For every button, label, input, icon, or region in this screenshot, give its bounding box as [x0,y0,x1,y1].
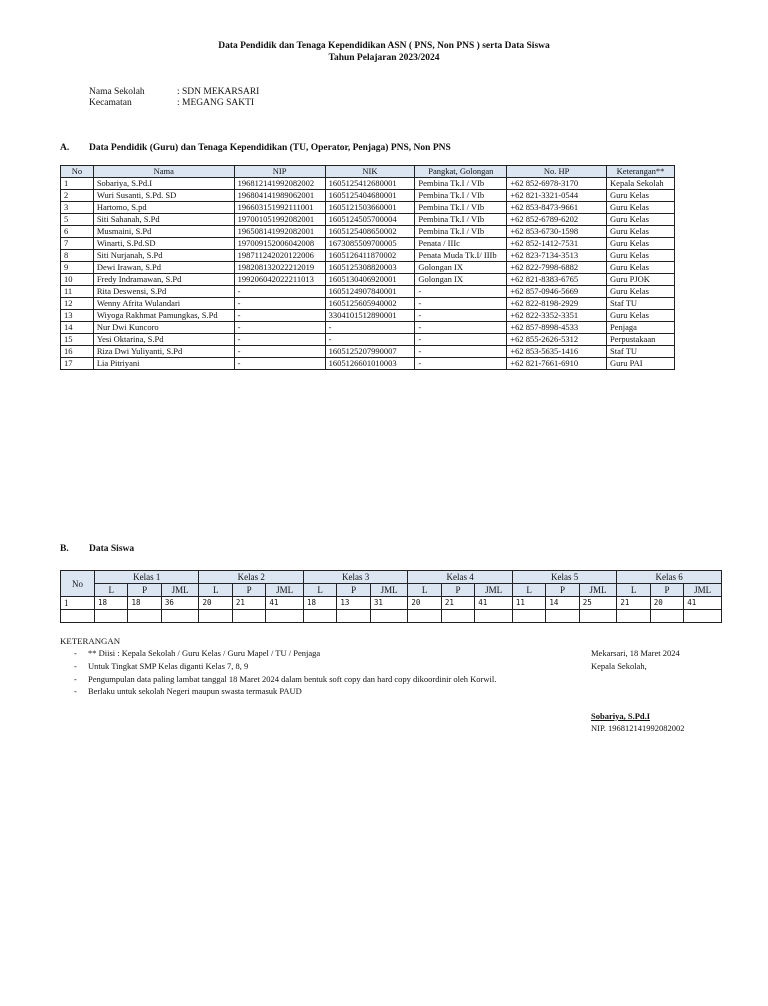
table-cell: 7 [61,238,94,250]
table-cell: 1605126601010003 [325,358,415,370]
table-cell: +62 821-7661-6910 [507,358,607,370]
class-sub-header: P [337,584,370,597]
note-text: Berlaku untuk sekolah Negeri maupun swasta termasuk PAUD [88,686,302,696]
table-cell: Guru PAI [607,358,675,370]
class-sub-header: P [650,584,683,597]
empty-cell [199,610,232,623]
table-cell: +62 821-8383-6765 [507,274,607,286]
table-cell: Penjaga [607,322,675,334]
table-cell: +62 852-6789-6202 [507,214,607,226]
table-cell: - [234,322,325,334]
table-cell: - [415,286,507,298]
empty-cell [232,610,265,623]
table-cell: 1605125605940002 [325,298,415,310]
table-cell: Rita Deswensi, S.Pd [93,286,234,298]
empty-cell [475,610,513,623]
note-item [74,661,248,671]
empty-cell [337,610,370,623]
table-cell: - [234,286,325,298]
table-cell: +62 857-0946-5669 [507,286,607,298]
table-cell: Guru Kelas [607,202,675,214]
table-row [61,250,675,262]
table-cell: Wuri Susanti, S.Pd. SD [93,190,234,202]
staff-table-header [61,166,675,178]
table-cell: 196603151992111001 [234,202,325,214]
table-cell: Guru Kelas [607,214,675,226]
table-row [61,274,675,286]
signature-position: Kepala Sekolah, [591,661,647,671]
table-cell: +62 853-5635-1416 [507,346,607,358]
student-count-cell: 36 [161,597,199,610]
school-name-value: : SDN MEKARSARI [177,87,260,97]
signature-name: Sobariya, S.Pd.I [591,711,651,721]
student-count-cell: 18 [95,597,128,610]
table-cell: Guru Kelas [607,262,675,274]
note-item [74,648,320,658]
note-item [74,686,302,696]
class-sub-header: L [408,584,441,597]
table-cell: 199206042022211013 [234,274,325,286]
student-count-cell: 41 [684,597,722,610]
table-cell: Staf TU [607,298,675,310]
table-cell: - [325,322,415,334]
table-cell: 11 [61,286,94,298]
empty-cell [579,610,617,623]
table-cell: +62 852-6978-3170 [507,178,607,190]
signature-place-date: Mekarsari, 18 Maret 2024 [591,648,680,658]
table-row [61,238,675,250]
table-cell: Pembina Tk.I / VIb [415,178,507,190]
note-item [74,674,496,684]
table-row [61,214,675,226]
class-sub-header: JML [266,584,304,597]
table-row [61,178,675,190]
table-cell: Guru Kelas [607,286,675,298]
empty-cell [61,610,95,623]
note-bullet: - [74,661,77,671]
table-cell: +62 853-8473-9661 [507,202,607,214]
table-cell: Guru Kelas [607,226,675,238]
class-sub-header: L [303,584,336,597]
table-row [61,190,675,202]
class-sub-header: P [128,584,161,597]
staff-column-header: NIP [234,166,325,178]
table-cell: Guru Kelas [607,250,675,262]
table-cell: Musmaini, S.Pd [93,226,234,238]
table-cell: +62 857-8998-4533 [507,322,607,334]
table-cell: Nur Dwi Kuncoro [93,322,234,334]
table-cell: 1605124505700004 [325,214,415,226]
student-table-class-header [61,571,722,584]
table-cell: Pembina Tk.I / VIb [415,226,507,238]
table-cell: Penata Muda Tk.I/ IIIb [415,250,507,262]
table-cell: Riza Dwi Yuliyanti, S.Pd [93,346,234,358]
table-cell: +62 823-7134-3513 [507,250,607,262]
district-label: Kecamatan [89,98,132,108]
table-cell: 198208132022212019 [234,262,325,274]
table-cell: Golongan IX [415,274,507,286]
table-row [61,346,675,358]
student-no-header: No [61,571,95,597]
table-cell: 1605124907840001 [325,286,415,298]
table-cell: +62 822-3352-3351 [507,310,607,322]
empty-cell [617,610,650,623]
table-cell: 198711242020122006 [234,250,325,262]
empty-cell [266,610,304,623]
student-count-cell: 41 [266,597,304,610]
notes-heading: KETERANGAN [60,636,121,646]
table-cell: +62 822-7998-6882 [507,262,607,274]
staff-column-header: No [61,166,94,178]
note-text: ** Diisi : Kepala Sekolah / Guru Kelas / Guru Mapel / TU / Penjaga [88,648,321,658]
table-cell: +62 852-1412-7531 [507,238,607,250]
table-cell: - [415,298,507,310]
table-cell: 10 [61,274,94,286]
table-cell: - [325,334,415,346]
empty-cell [303,610,336,623]
table-cell: Wenny Afrita Wulandari [93,298,234,310]
document-subtitle: Tahun Pelajaran 2023/2024 [328,53,440,63]
staff-column-header: Pangkat, Golongan [415,166,507,178]
class-header: Kelas 4 [408,571,512,584]
student-count-cell: 20 [650,597,683,610]
table-cell: 9 [61,262,94,274]
table-cell: Guru Kelas [607,238,675,250]
table-cell: Guru Kelas [607,190,675,202]
class-sub-header: JML [684,584,722,597]
table-cell: 196804141989062001 [234,190,325,202]
table-cell: +62 822-8198-2929 [507,298,607,310]
table-cell: Staf TU [607,346,675,358]
table-row [61,310,675,322]
note-bullet: - [74,648,77,658]
student-count-cell: 21 [617,597,650,610]
student-count-cell: 41 [475,597,513,610]
table-cell: Kepala Sekolah [607,178,675,190]
table-cell: Perpustakaan [607,334,675,346]
empty-cell [161,610,199,623]
table-row [61,322,675,334]
table-row [61,226,675,238]
table-cell: 197009152006042008 [234,238,325,250]
table-cell: Pembina Tk.I / VIb [415,190,507,202]
class-sub-header: JML [475,584,513,597]
student-count-cell: 31 [370,597,408,610]
table-cell: 6 [61,226,94,238]
table-cell: - [234,358,325,370]
staff-table [60,165,675,370]
table-row-empty [61,610,722,623]
table-cell: 1605126411870002 [325,250,415,262]
table-row [61,262,675,274]
class-sub-header: JML [579,584,617,597]
table-cell: 16 [61,346,94,358]
table-cell: - [415,346,507,358]
signature-nip: NIP. 196812141992082002 [591,723,685,733]
student-row-no: 1 [61,597,95,610]
class-sub-header: P [546,584,579,597]
note-text: Untuk Tingkat SMP Kelas diganti Kelas 7, 8, 9 [88,661,249,671]
table-cell: Wiyoga Rakhmat Pamungkas, S.Pd [93,310,234,322]
staff-column-header: NIK [325,166,415,178]
class-header: Kelas 3 [303,571,407,584]
table-cell: 12 [61,298,94,310]
district-value: : MEGANG SAKTI [177,98,255,108]
table-cell: Lia Pitriyani [93,358,234,370]
table-cell: 1 [61,178,94,190]
empty-cell [684,610,722,623]
table-cell: Penata / IIIc [415,238,507,250]
table-cell: Siti Sahanah, S.Pd [93,214,234,226]
class-sub-header: L [512,584,545,597]
table-cell: 1605125308820003 [325,262,415,274]
class-sub-header: L [199,584,232,597]
empty-cell [546,610,579,623]
class-sub-header: P [232,584,265,597]
student-count-cell: 18 [128,597,161,610]
table-cell: Pembina Tk.I / VIb [415,202,507,214]
table-cell: 8 [61,250,94,262]
table-row [61,597,722,610]
table-cell: 3 [61,202,94,214]
class-sub-header: P [441,584,474,597]
table-cell: 196508141992082001 [234,226,325,238]
class-header: Kelas 1 [95,571,199,584]
empty-cell [128,610,161,623]
table-cell: - [234,310,325,322]
student-count-cell: 11 [512,597,545,610]
empty-cell [95,610,128,623]
table-row [61,358,675,370]
empty-cell [408,610,441,623]
table-cell: 5 [61,214,94,226]
table-cell: 1605125404680001 [325,190,415,202]
section-a-title: Data Pendidik (Guru) dan Tenaga Kependidikan (TU, Operator, Penjaga) PNS, Non PNS [89,143,451,153]
table-cell: 1673085509700005 [325,238,415,250]
table-cell: +62 853-6730-1598 [507,226,607,238]
section-a-letter: A. [60,143,70,153]
note-text: Pengumpulan data paling lambat tanggal 18 Maret 2024 dalam bentuk soft copy dan hard copy dikoordinir oleh Korwil. [88,674,497,684]
table-cell: - [415,358,507,370]
table-cell: - [234,298,325,310]
table-cell: 15 [61,334,94,346]
table-cell: Dewi Irawan, S.Pd [93,262,234,274]
table-cell: 17 [61,358,94,370]
student-count-cell: 25 [579,597,617,610]
table-cell: - [415,322,507,334]
school-name-label: Nama Sekolah [89,87,145,97]
empty-cell [650,610,683,623]
section-b-letter: B. [60,544,69,554]
table-cell: +62 821-3321-0544 [507,190,607,202]
note-bullet: - [74,674,77,684]
table-cell: Sobariya, S.Pd.I [93,178,234,190]
table-cell: 2 [61,190,94,202]
staff-column-header: Nama [93,166,234,178]
class-sub-header: L [617,584,650,597]
table-cell: 13 [61,310,94,322]
table-cell: Pembina Tk.I / VIb [415,214,507,226]
table-cell: - [234,334,325,346]
table-cell: - [415,310,507,322]
student-table-sub-header [61,584,722,597]
table-cell: Golongan IX [415,262,507,274]
class-sub-header: JML [161,584,199,597]
staff-column-header: No. HP [507,166,607,178]
staff-column-header: Keterangan** [607,166,675,178]
student-count-cell: 21 [441,597,474,610]
table-cell: 1605125408650002 [325,226,415,238]
table-row [61,334,675,346]
table-cell: Guru PJOK [607,274,675,286]
table-cell: 1605130406920001 [325,274,415,286]
table-cell: 1605125412680001 [325,178,415,190]
student-count-cell: 21 [232,597,265,610]
class-sub-header: JML [370,584,408,597]
table-cell: Siti Nurjanah, S.Pd [93,250,234,262]
table-cell: 3304101512890001 [325,310,415,322]
class-header: Kelas 2 [199,571,303,584]
document-title: Data Pendidik dan Tenaga Kependidikan ASN ( PNS, Non PNS ) serta Data Siswa [218,41,550,51]
empty-cell [370,610,408,623]
table-cell: Hartomo, S.pd [93,202,234,214]
table-cell: 197001051992082001 [234,214,325,226]
table-cell: Winarti, S.Pd.SD [93,238,234,250]
note-bullet: - [74,686,77,696]
table-cell: 1605125207990007 [325,346,415,358]
table-row [61,298,675,310]
section-b-title: Data Siswa [89,544,135,554]
table-cell: 14 [61,322,94,334]
table-cell: 196812141992082002 [234,178,325,190]
student-count-cell: 20 [199,597,232,610]
table-cell: - [234,346,325,358]
table-cell: +62 855-2626-5312 [507,334,607,346]
empty-cell [441,610,474,623]
student-count-cell: 20 [408,597,441,610]
student-count-cell: 18 [303,597,336,610]
student-count-cell: 13 [337,597,370,610]
table-cell: Guru Kelas [607,310,675,322]
class-sub-header: L [95,584,128,597]
staff-table-body [61,178,675,370]
class-header: Kelas 5 [512,571,616,584]
table-cell: Yesi Oktarina, S.Pd [93,334,234,346]
table-cell: 1605121503660001 [325,202,415,214]
table-cell: Fredy Indramawan, S.Pd [93,274,234,286]
table-row [61,286,675,298]
student-count-cell: 14 [546,597,579,610]
student-table [60,570,722,623]
table-row [61,202,675,214]
table-cell: - [415,334,507,346]
empty-cell [512,610,545,623]
class-header: Kelas 6 [617,571,722,584]
